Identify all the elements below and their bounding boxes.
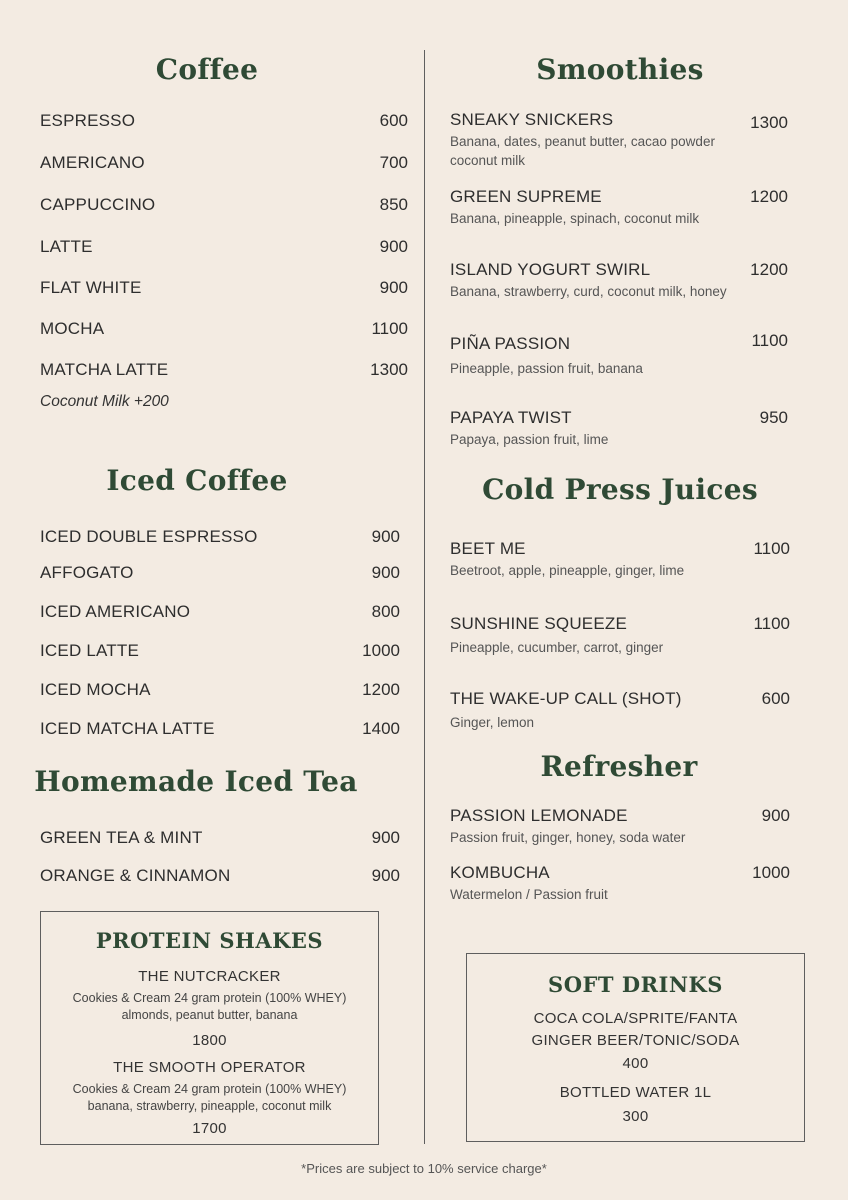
shake-desc: almonds, peanut butter, banana [121,1008,298,1022]
item-price: 1100 [751,331,788,350]
item-name: BEET ME [450,539,526,558]
item-name: MATCHA LATTE [40,360,169,379]
soft-drinks-heading: SOFT DRINKS [548,972,723,997]
item-price: 1200 [750,187,788,206]
item-name: ICED MATCHA LATTE [40,719,215,738]
item-name: PAPAYA TWIST [450,408,572,427]
service-charge-note: *Prices are subject to 10% service charge* [301,1161,547,1176]
item-desc: Ginger, lemon [450,715,535,730]
coconut-milk-note: Coconut Milk +200 [40,393,169,410]
item-name: AFFOGATO [40,563,134,582]
item-price: 900 [371,866,400,885]
shake-price: 1800 [192,1032,227,1049]
item-name: PIÑA PASSION [450,334,571,353]
item-name: LATTE [40,237,93,256]
column-divider [424,50,425,1144]
item-desc: Banana, strawberry, curd, coconut milk, honey [450,284,727,299]
item-price: 850 [379,195,408,214]
item-price: 1200 [362,680,400,699]
item-name: ICED LATTE [40,641,139,660]
shake-name: THE NUTCRACKER [138,968,281,985]
item-desc: Banana, pineapple, spinach, coconut milk [450,211,700,226]
item-price: 1000 [362,641,400,660]
item-name: GREEN SUPREME [450,187,602,206]
item-price: 1300 [750,113,788,132]
item-name: MOCHA [40,319,105,338]
item-price: 900 [371,527,400,546]
smoothies-heading: Smoothies [536,53,704,86]
item-name: THE WAKE-UP CALL (SHOT) [450,689,682,708]
iced-tea-heading: Homemade Iced Tea [34,765,358,798]
item-name: SUNSHINE SQUEEZE [450,614,628,633]
item-desc: Passion fruit, ginger, honey, soda water [450,830,686,845]
bottled-water: BOTTLED WATER 1L [559,1084,712,1101]
item-name: AMERICANO [40,153,145,172]
item-price: 600 [761,689,790,708]
protein-shakes-heading: PROTEIN SHAKES [95,928,324,953]
shake-desc: Cookies & Cream 24 gram protein (100% WHEY) [72,1082,347,1096]
item-name: ICED MOCHA [40,680,151,699]
item-price: 800 [371,602,400,621]
item-desc: Watermelon / Passion fruit [450,887,608,902]
shake-desc: Cookies & Cream 24 gram protein (100% WHEY) [72,991,347,1005]
item-desc: Beetroot, apple, pineapple, ginger, lime [450,563,685,578]
item-name: GREEN TEA & MINT [40,828,203,847]
item-price: 600 [379,111,408,130]
protein-shakes-box [40,911,379,1145]
bottled-water-price: 300 [622,1108,649,1125]
item-name: CAPPUCCINO [40,195,156,214]
iced-coffee-heading: Iced Coffee [106,464,288,497]
item-desc: Pineapple, passion fruit, banana [450,361,643,376]
shake-desc: banana, strawberry, pineapple, coconut milk [87,1099,332,1113]
item-desc: Banana, dates, peanut butter, cacao powder coconut milk [450,134,715,168]
soft-drinks-price: 400 [622,1055,649,1072]
item-price: 1300 [370,360,408,379]
refresher-heading: Refresher [540,750,698,783]
item-price: 700 [379,153,408,172]
item-name: PASSION LEMONADE [450,806,628,825]
item-name: ESPRESSO [40,111,136,130]
item-price: 900 [371,828,400,847]
item-price: 900 [761,806,790,825]
item-price: 1200 [750,260,788,279]
item-price: 900 [379,237,408,256]
item-price: 1100 [753,539,790,558]
item-name: ICED AMERICANO [40,602,191,621]
item-price: 900 [379,278,408,297]
item-name: ORANGE & CINNAMON [40,866,231,885]
item-price: 900 [371,563,400,582]
item-price: 1400 [362,719,400,738]
item-name: KOMBUCHA [450,863,550,882]
item-name: ICED DOUBLE ESPRESSO [40,527,258,546]
shake-price: 1700 [192,1120,227,1137]
soft-drinks-line: COCA COLA/SPRITE/FANTA [533,1010,738,1027]
item-price: 1100 [371,319,408,338]
soft-drinks-line: GINGER BEER/TONIC/SODA [531,1032,740,1049]
coffee-heading: Coffee [155,53,259,86]
soft-drinks-box [466,953,805,1142]
shake-name: THE SMOOTH OPERATOR [113,1059,306,1076]
juices-heading: Cold Press Juices [482,473,758,506]
item-name: FLAT WHITE [40,278,142,297]
item-name: ISLAND YOGURT SWIRL [450,260,651,279]
item-price: 1100 [753,614,790,633]
item-name: SNEAKY SNICKERS [450,110,614,129]
item-desc: Pineapple, cucumber, carrot, ginger [450,640,664,655]
item-desc: Papaya, passion fruit, lime [450,432,609,447]
item-price: 1000 [752,863,790,882]
item-price: 950 [759,408,788,427]
